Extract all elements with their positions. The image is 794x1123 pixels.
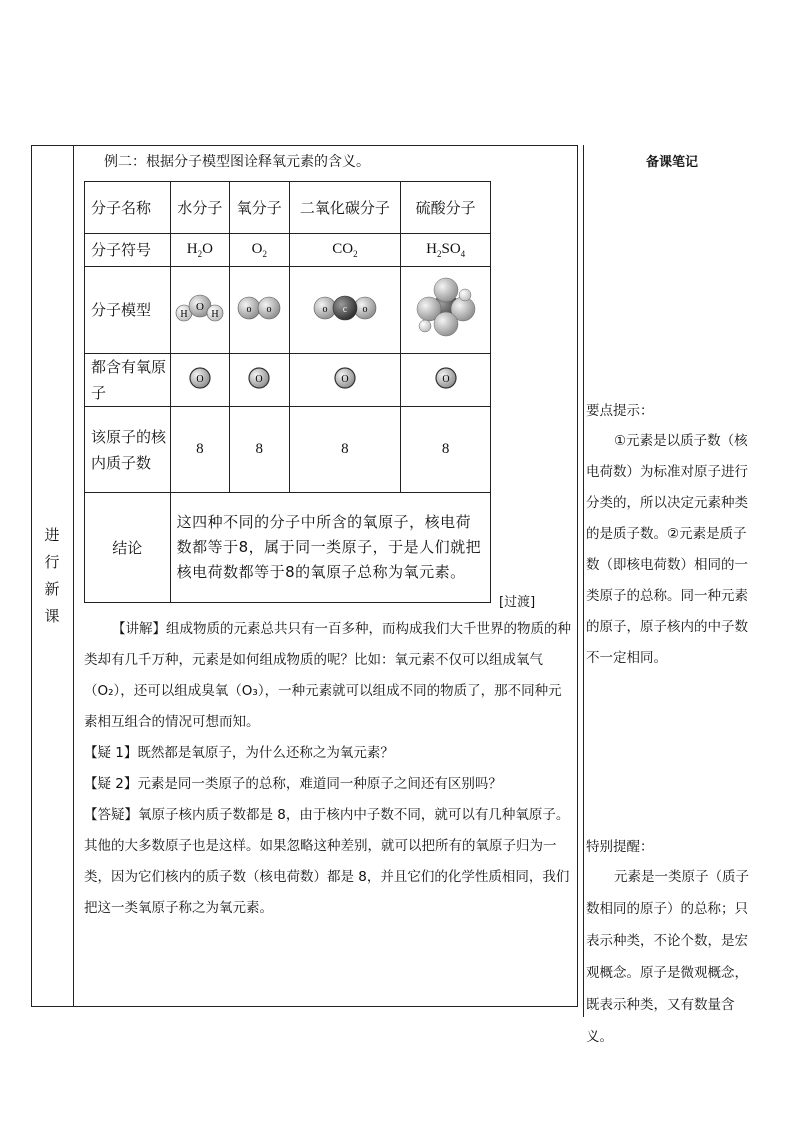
question-1: 【疑 1】既然都是氧原子，为什么还称之为氧元素？ [84,745,394,761]
svg-text:O: O [196,374,204,385]
oxygen-atom-icon [332,365,358,391]
table-row-oxygen [85,354,491,407]
key-points-body: ①元素是以质子数（核电荷数）为标准对原子进行分类的，所以决定元素种类的是质子数。②元素是质子数（即核电荷数）相同的一类原子的总称。同一种元素的原子，原子核内的中子数不一定相同。 [586,433,748,666]
svg-text:o: o [246,304,252,315]
oxygen-molecule-model [231,288,287,328]
row-label-name: 分子名称 [85,182,171,234]
cell-protons-oxygen: 8 [230,407,289,493]
water-model-cell [170,267,229,354]
oxygen-atom-cell [401,354,491,407]
svg-text:H: H [211,309,219,320]
cell-protons-sulfuric: 8 [401,407,491,493]
cell-name-sulfuric: 硫酸分子 [401,182,491,234]
svg-text:c: c [342,304,348,315]
cell-protons-water: 8 [170,407,229,493]
svg-text:o: o [362,304,368,315]
conclusion-text: 这四种不同的分子中所含的氧原子，核电荷数都等于8，属于同一类原子，于是人们就把核电荷数都等于8的氧原子总称为氧元素。 [170,493,490,603]
special-reminder-title: 特别提醒： [586,839,654,855]
water-molecule-model [172,288,228,328]
frame-left-rule [31,145,32,1006]
cell-name-oxygen: 氧分子 [230,182,289,234]
row-label-conclusion: 结论 [85,493,171,603]
oxygen-atom-icon [246,365,272,391]
sulfuric-molecule-model [411,276,481,340]
cell-symbol-co2: $CO_2$ [289,234,401,267]
cell-symbol-sulfuric: $H_2SO_4$ [401,234,491,267]
oxygen-atom-icon [187,365,213,391]
section-label [40,522,64,630]
table-row-models [85,267,491,354]
co2-molecule-model [305,288,385,328]
oxygen-atom-cell [170,354,229,407]
lecture-paragraph: 【讲解】组成物质的元素总共只有一百多种，而构成我们大千世界的物质的种类却有几千万种，元素是如何组成物质的呢？比如：氧元素不仅可以组成氧气（O₂），还可以组成臭氧（O₃），一种元素就可以组成不同的物质了，那不同种元素相互组合的情况可想而知。 [84,621,571,730]
section-label-char: 课 [44,607,60,625]
transition-marker: [过渡] [499,595,536,610]
svg-text:o: o [322,304,328,315]
frame-right-rule [577,145,578,1006]
oxygen-atom-icon [433,365,459,391]
cell-protons-co2: 8 [289,407,401,493]
frame-bottom-rule [31,1006,578,1007]
table-row-symbols [85,234,491,267]
molecule-table [84,181,491,603]
oxygen-atom-cell [230,354,289,407]
oxygen-model-cell [230,267,289,354]
section-label-char: 新 [44,580,60,598]
key-points-title: 要点提示： [586,403,654,419]
frame-column-divider [73,145,74,1006]
frame-top-rule [31,145,578,146]
table-row-protons [85,407,491,493]
section-label-char: 进 [44,526,60,544]
answer-paragraph: 【答疑】氧原子核内质子数都是 8，由于核内中子数不同，就可以有几种氧原子。其他的大多数原子也是这样。如果忽略这种差别，就可以把所有的氧原子归为一类，因为它们核内的质子数（核电荷数）都是 8，并且它们的化学性质相同，我们把这一类氧原子称之为氧元素。 [84,807,570,916]
svg-text:O: O [195,301,204,313]
oxygen-atom-cell [289,354,401,407]
example-title: 例二：根据分子模型图诠释氧元素的含义。 [104,154,370,170]
question-2: 【疑 2】元素是同一类原子的总称，难道同一种原子之间还有区别吗？ [84,776,502,792]
notes-column-divider [583,145,584,1017]
row-label-protons: 该原子的核内质子数 [85,407,171,493]
notes-title: 备课笔记 [646,155,699,170]
table-row-conclusion [85,493,491,603]
section-label-char: 行 [44,553,60,571]
svg-text:O: O [341,374,349,385]
row-label-model: 分子模型 [85,267,171,354]
row-label-symbol: 分子符号 [85,234,171,267]
cell-name-water: 水分子 [170,182,229,234]
cell-symbol-oxygen: $O_2$ [230,234,289,267]
sulfuric-model-cell [401,267,491,354]
svg-text:o: o [266,304,272,315]
svg-text:H: H [180,309,188,320]
special-reminder-body: 元素是一类原子（质子数相同的原子）的总称；只表示种类，不论个数，是宏观概念。原子是微观概念，既表示种类，又有数量含义。 [586,869,749,1045]
co2-model-cell [289,267,401,354]
table-row-names [85,182,491,234]
cell-name-co2: 二氧化碳分子 [289,182,401,234]
svg-text:O: O [255,374,263,385]
cell-symbol-water: $H_2O$ [170,234,229,267]
svg-text:O: O [442,374,450,385]
row-label-oxygen: 都含有氧原子 [85,354,171,407]
